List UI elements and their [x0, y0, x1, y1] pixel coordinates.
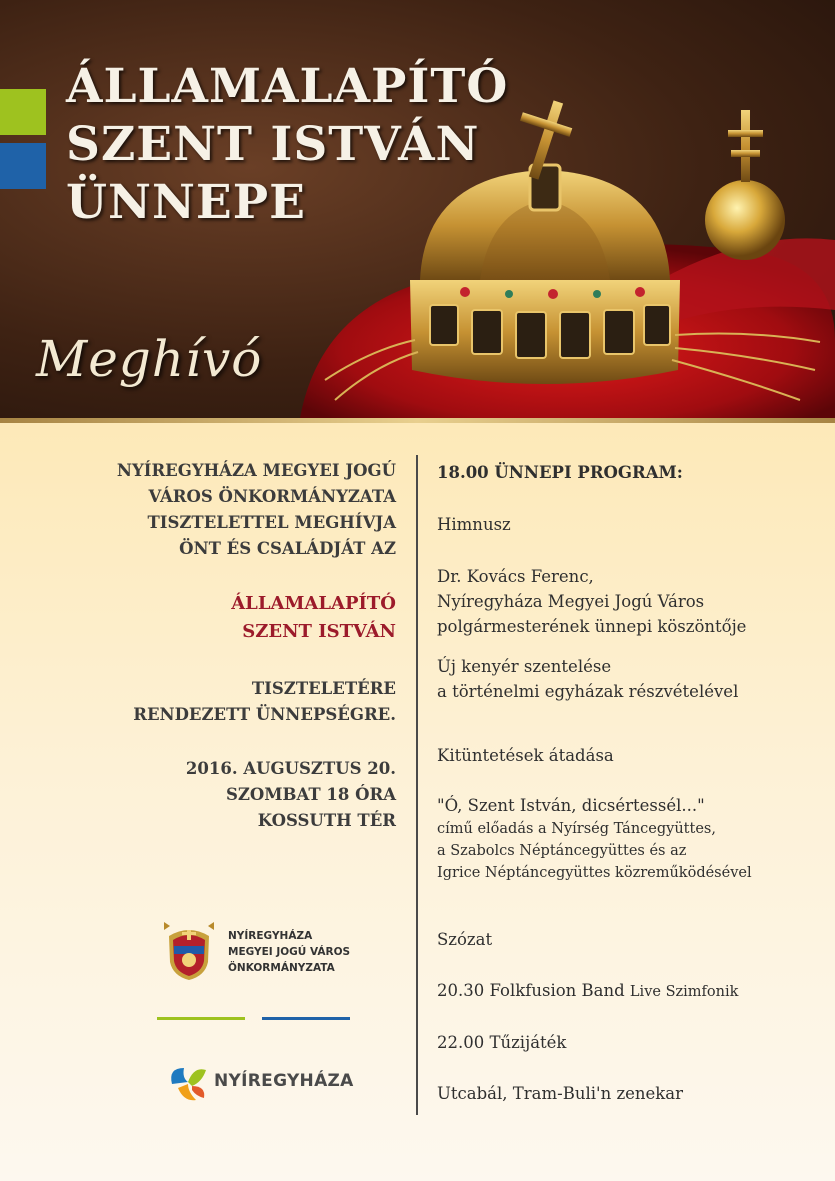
honoree-name [66, 590, 396, 646]
city-name: NYÍREGYHÁZA [214, 1071, 354, 1091]
program-item-band [437, 978, 738, 1003]
place-line: KOSSUTH TÉR [257, 811, 396, 830]
program-item-text: Dr. Kovács Ferenc, [437, 567, 594, 586]
intro-line: ÖNT ÉS CSALÁDJÁT AZ [179, 539, 396, 558]
program-item-szozat [437, 927, 492, 952]
program-item-fireworks [437, 1030, 566, 1055]
program-item-street-ball [437, 1081, 683, 1106]
program-item-awards [437, 743, 614, 768]
city-logo [166, 1062, 366, 1104]
program-item-speech [437, 564, 746, 639]
crest-line: NYÍREGYHÁZA [228, 930, 313, 942]
program-item-text: Himnusz [437, 515, 511, 534]
purpose-line: TISZTELETÉRE [251, 679, 396, 698]
crest-line: ÖNKORMÁNYZATA [228, 962, 335, 974]
honoree-line: ÁLLAMALAPÍTÓ [231, 593, 396, 614]
invitation-purpose [66, 676, 396, 728]
time-line: SZOMBAT 18 ÓRA [225, 785, 396, 804]
header-banner [0, 0, 835, 418]
program-item-text: Új kenyér szentelése [437, 657, 612, 676]
invitation-subtitle: Meghívó [36, 330, 263, 388]
event-title [66, 58, 508, 232]
purpose-line: RENDEZETT ÜNNEPSÉGRE. [133, 705, 396, 724]
program-item-text [437, 978, 738, 1003]
band-sub: Live Szimfonik [629, 984, 739, 1000]
program-item-text: polgármesterének ünnepi köszöntője [437, 617, 747, 636]
invitation-intro [66, 458, 396, 562]
program-item-text: Szózat [437, 930, 493, 949]
program-heading: 18.00 ÜNNEPI PROGRAM: [437, 463, 683, 482]
program-item-bread [437, 654, 738, 704]
title-line: ÜNNEPE [66, 175, 306, 230]
city-logo-icon [166, 1062, 210, 1104]
program-item-text: Nyíregyháza Megyei Jogú Város [437, 592, 705, 611]
crest-text [228, 928, 350, 976]
intro-line: VÁROS ÖNKORMÁNYZATA [148, 487, 396, 506]
date-line: 2016. AUGUSZTUS 20. [185, 759, 396, 778]
event-date-place [66, 756, 396, 834]
program-item-subtext: a Szabolcs Néptáncegyüttes és az [437, 843, 687, 859]
program-item-subtext: Igrice Néptáncegyüttes közreműködésével [437, 865, 752, 881]
program-item-performance [437, 793, 752, 884]
program-item-text: a történelmi egyházak részvételével [437, 682, 739, 701]
crest-line: MEGYEI JOGÚ VÁROS [228, 946, 351, 958]
title-line: ÁLLAMALAPÍTÓ [66, 59, 509, 114]
program-item-text: Kitüntetések átadása [437, 746, 614, 765]
program-item-text: "Ó, Szent István, dicsértessél..." [437, 796, 705, 815]
band-main: 20.30 Folkfusion Band [437, 981, 625, 1000]
column-divider [416, 455, 418, 1115]
program-item-subtext: című előadás a Nyírség Táncegyüttes, [437, 821, 716, 837]
title-line: SZENT ISTVÁN [66, 117, 480, 172]
program-item-text: Utcabál, Tram-Buli'n zenekar [437, 1084, 684, 1103]
intro-line: TISZTELETTEL MEGHÍVJA [147, 513, 396, 532]
blue-square-accent [0, 143, 46, 189]
program-item-himnusz [437, 512, 511, 537]
intro-line: NYÍREGYHÁZA MEGYEI JOGÚ [116, 461, 396, 480]
program-item-text: 22.00 Tűzijáték [437, 1033, 567, 1052]
municipality-crest-block [160, 922, 400, 982]
blue-divider-line [262, 1017, 350, 1020]
coat-of-arms-icon [160, 922, 218, 982]
honoree-line: SZENT ISTVÁN [242, 621, 396, 642]
green-divider-line [157, 1017, 245, 1020]
green-square-accent [0, 89, 46, 135]
